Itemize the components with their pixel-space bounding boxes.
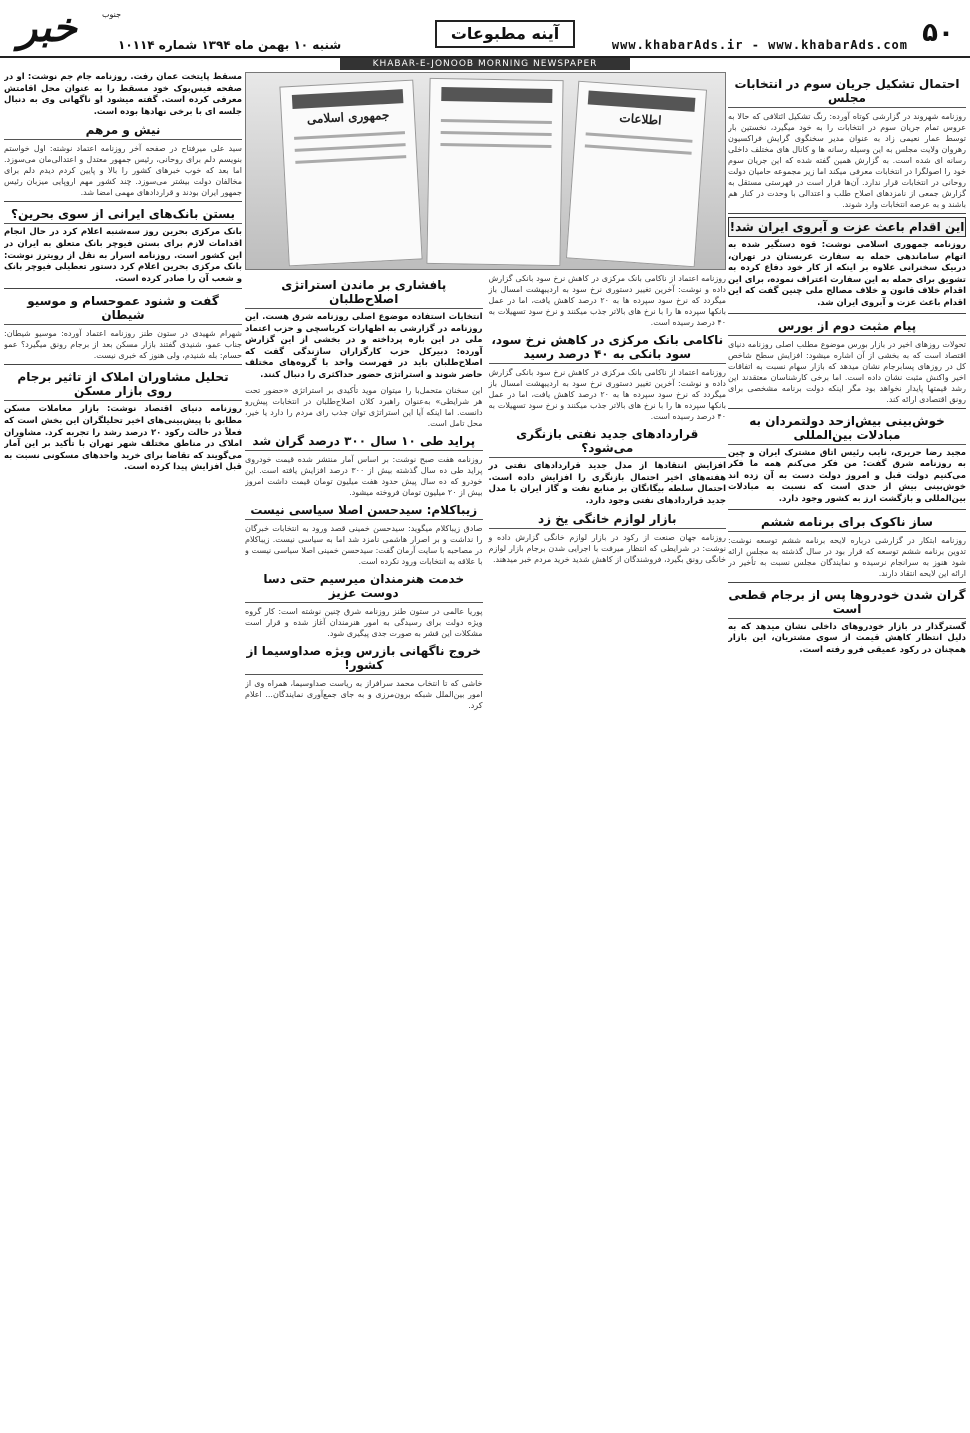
article-body: خاشی که تا انتخاب محمد سرافراز به ریاست صداوسیما، همراه وی از امور بین‌الملل شبکه برون‌مرزی و به جای جمع‌آوری نمایندگان... اعلام کرد.	[245, 678, 483, 710]
article-title: نیش و مرهم	[4, 121, 242, 140]
article-lead: مسقط پایتخت عمان رفت. روزنامه جام جم نوشت: او در صفحه فیس‌بوک خود مسقط را به عنوان محل اقامتش معرفی کرده است. گفته میشود او ناگهانی وی به دنبال جلسه ای با برخی نهادها بوده است.	[4, 72, 242, 117]
logo-sub: جنوب	[102, 10, 122, 19]
article-body: شهرام شهیدی در ستون طنز روزنامه اعتماد آورده: موسیو شیطان: جناب عمو، شنیدی گفتند بازار مسکن بعد از برجام رونق میگیرد؟ عمو حسام: بله شنیدم، ولی هنوز که خبری نیست.	[4, 329, 242, 361]
article-body: روزنامه ابتکار در گزارشی درباره لایحه برنامه ششم توسعه نوشت: تدوین برنامه ششم توسعه که قرار بود در سال گذشته به مجلس ارائه شود هنوز به سرانجام نرسیده و نمایندگان مجلس نسبت به تأخیر در ارائه این لایحه انتقاد دارند.	[728, 535, 966, 578]
article-lead: افزایش انتقادها از مدل جدید قراردادهای نفتی در هفته‌های اخیر احتمال بازنگری را افزایش داده است. احتمال سلطه بیگانگان بر منابع نفت و گاز ایران با مدل جدید قراردادهای نفتی وجود دارد.	[488, 461, 726, 506]
article-lead: انتخابات استفاده موضوع اصلی روزنامه شرق هست. این روزنامه در گزارشی به اظهارات کرباسچی و حزب اعتماد ملی در این باره پرداخته و در بخشی از این گزارش آورده: دبیرکل حزب کارگزاران سازندگی گفت که اصلاح‌طلبان باید در فهرست واحد با گروه‌های مختلف حاضر شوند و استراتژی حضور حداکثری را دنبال کنند.	[245, 312, 483, 380]
article-lead: روزنامه دنیای اقتصاد نوشت: بازار معاملات مسکن مطابق با پیش‌بینی‌های اخیر تحلیلگران این بخش است که فعلاً در حالت رکود ۲۰ درصد رشد را تجربه کرد. مشاوران املاک در مناطق مختلف شهر تهران با تأکید بر این آمار می‌گویند که تقاضا برای خرید واحدهای مسکونی نسبت به قبل افزایش پیدا کرده است.	[4, 404, 242, 473]
article-title: این اقدام باعث عزت و آبروی ایران شد!	[728, 217, 966, 237]
divider	[728, 313, 966, 314]
divider	[4, 364, 242, 365]
article-title: خوش‌بینی بیش‌ازحد دولتمردان به مبادلات بین‌المللی	[728, 412, 966, 445]
paper-name: اطلاعات	[618, 110, 662, 128]
article-title: پراید طی ۱۰ سال ۳۰۰ درصد گران شد	[245, 432, 483, 451]
article-body: روزنامه اعتماد از ناکامی بانک مرکزی در کاهش نرخ سود بانکی گزارش داده و نوشت: آخرین تغییر دستوری نرخ سود به اردیبهشت امسال باز میگردد که نرخ سود سپرده ها به ۲۰ درصد کاهش یافت، اما در عمل بانکها سپرده ها را با نرخ های بالاتر جذب میکنند و نرخ سود تسهیلات به ۴۰ درصد رسیده است.	[488, 274, 726, 327]
article-body: صادق زیباکلام میگوید: سیدحسن خمینی قصد ورود به انتخابات خبرگان را نداشت و بر اصرار هاشمی نامزد شد اما به سیاسی نیست. زیباکلام در مصاحبه با سایت آرمان گفت: سیدحسن خمینی اصلا سیاسی نیست و با علاقه به انتخابات ورود نکرده است.	[245, 523, 483, 566]
article-title: زیباکلام: سیدحسن اصلا سیاسی نیست	[245, 501, 483, 520]
newspapers-photo	[245, 72, 726, 270]
article-body: پوریا عالمی در ستون طنز روزنامه شرق چنین نوشته است: کار گروه ویژه دولت برای رسیدگی به امور هنرمندان آغاز شده و قرار است مشکلات این قشر به صورت جدی پیگیری شود.	[245, 606, 483, 638]
article-title: بازار لوازم خانگی یخ زد	[489, 510, 727, 529]
article-body: تحولات روزهای اخیر در بازار بورس موضوع مطلب اصلی روزنامه دنیای اقتصاد است که به بخشی از آن اشاره میشود: افزایش سطح شاخص کل در روزهای پسابرجام نشان میدهد که بازار سهام نسبت به اتفاقات اخیر واکنش مثبت نشان داده است. اما برخی کارشناسان معتقدند این رشد قیمتها پایدار نخواهد بود مگر اینکه دولت برنامه مشخصی برای رونق اقتصادی ارائه کند.	[728, 339, 966, 404]
center-right-subcolumn	[489, 273, 727, 714]
divider	[728, 582, 966, 583]
article-title: ساز ناکوک برای برنامه ششم	[728, 513, 966, 532]
article-title: احتمال تشکیل جریان سوم در انتخابات مجلس	[728, 75, 966, 108]
center-subcolumns	[245, 273, 726, 714]
newspaper-front-page	[426, 78, 563, 266]
article-lead: بانک مرکزی بحرین روز سه‌شنبه اعلام کرد در حال انجام اقدامات لازم برای بستن فیوچر بانک متعلق به ایران در این کشور است. روزنامه اسرار به نقل از رویترز نوشت: بانک مرکزی بحرین اعلام کرد دستور تعطیلی فیوچر بانک و شعب آن را صادر کرده است.	[4, 227, 242, 284]
center-column	[245, 72, 726, 1429]
article-body: روزنامه اعتماد از ناکامی بانک مرکزی در کاهش نرخ سود بانکی گزارش داده و نوشت: آخرین تغییر دستوری نرخ سود به اردیبهشت امسال باز میگردد که نرخ سود سپرده ها به ۲۰ درصد کاهش یافت، اما در عمل بانکها سپرده ها را با نرخ های بالاتر جذب میکنند و نرخ سود تسهیلات به ۴۰ درصد رسیده است.	[488, 368, 726, 421]
paper-name: جمهوری اسلامی	[306, 107, 390, 127]
article-body: روزنامه هفت صبح نوشت: بر اساس آمار منتشر شده قیمت خودروی پراید طی ده سال گذشته بیش از ۳۰۰ درصد افزایش یافته است. این خودرو که ده سال پیش حدود هفت میلیون تومان قیمت داشت امروز بیش از ۲۰ میلیون تومان فروخته میشود.	[245, 454, 483, 497]
article-lead: گسترگذار در بازار خودروهای داخلی نشان میدهد که به دلیل انتظار کاهش قیمت از سوی مشتریان، این بازار همچنان در رکود عمیقی فرو رفته است.	[728, 621, 966, 655]
article-body: روزنامه شهروند در گزارشی کوتاه آورده: رنگ تشکیل ائتلافی که حالا به عروس تمام جریان سوم در انتخابات را به خود میگیرد، نخستین بار توسط عمار نعیمی زاد به عنوان مدیر سخنگوی گرایش فراکسیون رهروان ولایت مجلس به این وسیله رسانه ها و کانال های مختلف داخلی رسانه ای شده است. به گزارش همین گفته شده که این جریان سوم خود را اصولگرا در انتخابات معرفی میکند اما زیر مجموعه حامیان دولت روحانی در انتخابات قرار ندارد. آن‌ها قرار است در فهرستی مستقل به گزارش جمعی از نامزدهای اصلاح طلب و اعتدالی با وحدت در کنار هم باشند و به عرصه انتخابات وارد شوند.	[728, 112, 966, 209]
article-title: تحلیل مشاوران املاک از تاثیر برجام روی بازار مسکن	[4, 368, 242, 401]
divider	[728, 213, 966, 214]
page-number: ۵۰	[922, 18, 954, 48]
article-title: خروج ناگهانی بازرس ویژه صداوسیما از کشور!	[245, 642, 483, 675]
article-title: پافشاری بر ماندن استراتژی اصلاح‌طلبان	[245, 276, 483, 309]
divider	[728, 509, 966, 510]
logo-text: خبر	[18, 4, 77, 51]
article-title: خدمت هنرمندان میرسیم حتی دسا دوست عزیز	[245, 570, 483, 603]
paper-headline	[441, 87, 552, 103]
divider	[728, 408, 966, 409]
issue-date: شنبه ۱۰ بهمن ماه ۱۳۹۴ شماره ۱۰۱۱۴	[118, 38, 342, 52]
article-body: این سخنان متحمل‌با را میتوان موید تأکیدی بر استراتژی «حضور تحت هر شرایطی» به‌عنوان راهبرد کلان اصلاح‌طلبان در انتخابات پیش‌رو دانست. اما اینکه آیا این استراتژی توان جذب رای مردم را دارد یا خیر، محل تامل است.	[245, 385, 483, 428]
article-title: ناکامی بانک مرکزی در کاهش نرخ سود، سود بانکی به ۴۰ درصد رسید	[489, 331, 727, 364]
center-left-subcolumn	[245, 273, 483, 714]
newspaper-front-page	[566, 81, 707, 268]
english-strip: KHABAR-E-JONOOB MORNING NEWSPAPER	[340, 58, 630, 70]
article-body: سید علی میرفتاح در صفحه آخر روزنامه اعتماد نوشته: اول خواستم بنویسم دلم برای روحانی، رئیس جمهور معتدل و اعتدالی‌مان می‌سوزد. اما بعد که خوب خبرهای کشور را بالا و پایین کردم دیدم دلم برای مخالفان دولت بیشتر می‌سوزد. چند کشور مهم اروپایی میزبان رئیس جمهور ایران بودند و قراردادهای مهمی امضا شد.	[4, 144, 242, 198]
right-column	[728, 72, 966, 1429]
article-title: پیام مثبت دوم از بورس	[728, 317, 966, 336]
article-title: گفت و شنود عموحسام و موسیو شیطان	[4, 292, 242, 325]
paper-headline	[292, 89, 404, 109]
newspaper-front-page	[280, 80, 423, 267]
section-title: آینه مطبوعات	[435, 20, 575, 48]
article-title: بستن بانک‌های ایرانی از سوی بحرین؟	[4, 205, 242, 224]
left-column	[4, 72, 242, 1429]
newspaper-logo	[6, 4, 122, 54]
article-lead: مجید رضا حریری، نایب رئیس اتاق مشترک ایران و چین به روزنامه شرق گفت: من فکر می‌کنم همه ما فکر می‌کنیم دولت قبل و امروز دولت دست به آن زده اند خوش‌بینی بیش از حدی است که نسبت به مبادلات بین‌المللی و بازگشت ارز به کشور وجود دارد.	[728, 447, 966, 504]
article-body: روزنامه جهان صنعت از رکود در بازار لوازم خانگی گزارش داده و نوشت: در شرایطی که انتظار میرفت با اجرایی شدن برجام بازار لوازم خانگی رونق بگیرد، فروشندگان از کاهش شدید خرید مردم خبر میدهند.	[488, 533, 726, 565]
article-title: قراردادهای جدید نفتی بازنگری می‌شود؟	[489, 425, 727, 458]
masthead	[0, 0, 970, 58]
article-title: گران شدن خودروها پس از برجام قطعی است	[728, 586, 966, 619]
divider	[4, 288, 242, 289]
website-url[interactable]: www.khabarAds.ir - www.khabarAds.com	[611, 38, 908, 52]
article-lead: روزنامه جمهوری اسلامی نوشت: قوه دستگیر شده به اتهام ساماندهی حمله به سفارت عربستان در تهران، دربیک سخنرانی علاوه بر اینکه از کار خود دفاع کرده به تشویق برای حمله به این سفارت اعتراف نموده، برای این اقدام خلاف قانون و خلاف مصالح ملی چنین گفت که این اقدام باعث عزت و آبروی ایران شد.	[728, 240, 966, 308]
divider	[4, 201, 242, 202]
